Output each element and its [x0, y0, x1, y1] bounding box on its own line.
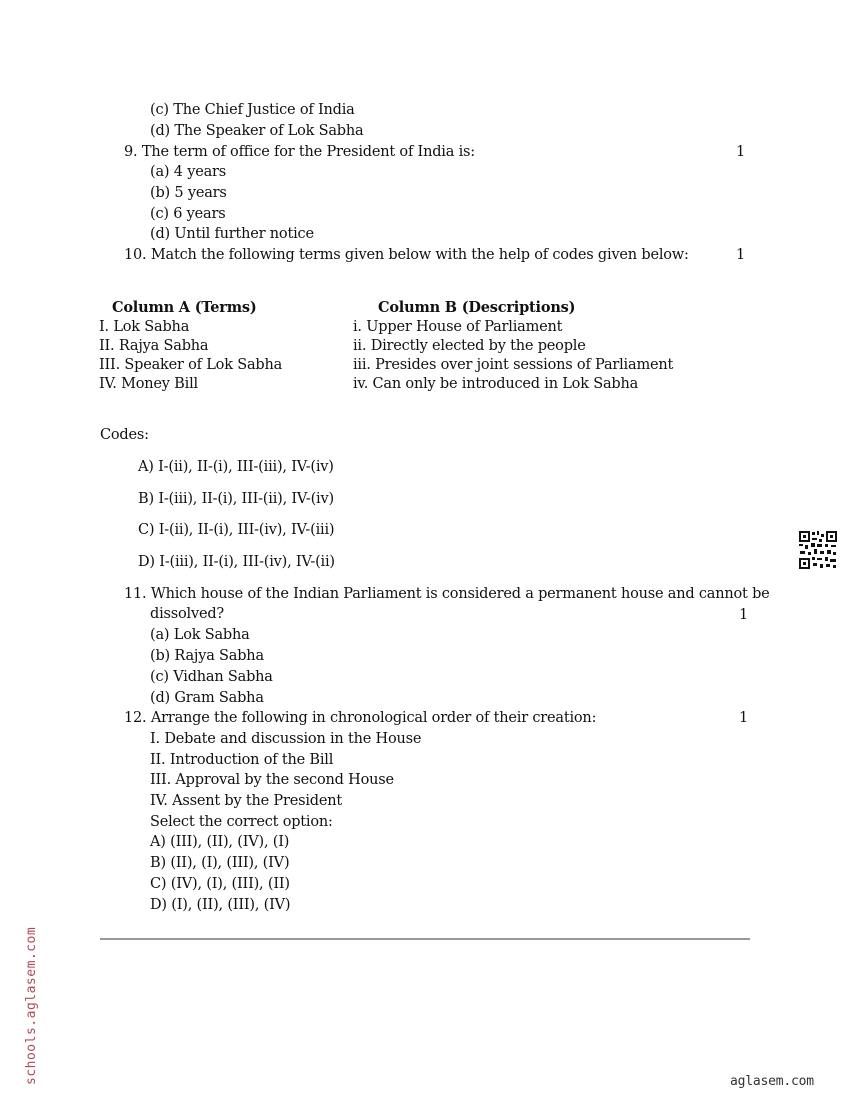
q9-option-d: (d) Until further notice [150, 226, 314, 242]
column-a-item: IV. Money Bill [99, 376, 198, 392]
code-option-d: D) I-(iii), II-(i), III-(iv), IV-(ii) [138, 554, 335, 570]
q11-marks: 1 [739, 607, 749, 623]
footer-watermark: aglasem.com [730, 1074, 814, 1089]
q12-item: III. Approval by the second House [150, 772, 394, 788]
q12-item: IV. Assent by the President [150, 793, 343, 809]
q9-option-a: (a) 4 years [150, 164, 226, 180]
q8-option-d: (d) The Speaker of Lok Sabha [150, 123, 364, 139]
q12-marks: 1 [739, 710, 749, 726]
q12-option-d: D) (I), (II), (III), (IV) [150, 897, 291, 913]
q12-option-b: B) (II), (I), (III), (IV) [150, 855, 290, 871]
q8-option-c: (c) The Chief Justice of India [150, 102, 355, 118]
column-b-item: ii. Directly elected by the people [353, 338, 586, 354]
codes-label: Codes: [100, 427, 149, 443]
column-b-header: Column B (Descriptions) [378, 299, 576, 316]
q11-option-a: (a) Lok Sabha [150, 627, 250, 643]
q12-select-label: Select the correct option: [150, 814, 333, 830]
column-a-item: II. Rajya Sabha [99, 338, 209, 354]
column-a-header: Column A (Terms) [112, 299, 257, 316]
column-a-item: III. Speaker of Lok Sabha [99, 357, 283, 373]
q11-option-d: (d) Gram Sabha [150, 690, 264, 706]
column-a-item: I. Lok Sabha [99, 319, 190, 335]
qr-code [798, 530, 838, 570]
q12-option-c: C) (IV), (I), (III), (II) [150, 876, 290, 892]
q12-item: I. Debate and discussion in the House [150, 731, 422, 747]
q11-stem: 11. Which house of the Indian Parliament is considered a permanent house and cannot be [124, 586, 770, 602]
q12-item: II. Introduction of the Bill [150, 752, 334, 768]
code-option-b: B) I-(iii), II-(i), III-(ii), IV-(iv) [138, 491, 334, 507]
code-option-a: A) I-(ii), II-(i), III-(iii), IV-(iv) [138, 459, 334, 475]
code-option-c: C) I-(ii), II-(i), III-(iv), IV-(iii) [138, 522, 335, 538]
column-b-item: i. Upper House of Parliament [353, 319, 563, 335]
side-watermark: schools.aglasem.com [24, 926, 39, 1085]
q12-option-a: A) (III), (II), (IV), (I) [150, 834, 290, 850]
column-b-item: iv. Can only be introduced in Lok Sabha [353, 376, 639, 392]
q9-stem: 9. The term of office for the President of India is: [124, 144, 475, 160]
q9-marks: 1 [736, 144, 746, 160]
q9-option-b: (b) 5 years [150, 185, 227, 201]
q10-stem: 10. Match the following terms given below with the help of codes given below: [124, 247, 689, 263]
section-divider [100, 938, 750, 940]
q11-stem-continued: dissolved? [150, 606, 224, 622]
q10-marks: 1 [736, 247, 746, 263]
q9-option-c: (c) 6 years [150, 206, 226, 222]
q11-option-c: (c) Vidhan Sabha [150, 669, 273, 685]
q12-stem: 12. Arrange the following in chronological order of their creation: [124, 710, 597, 726]
q11-option-b: (b) Rajya Sabha [150, 648, 264, 664]
column-b-item: iii. Presides over joint sessions of Parliament [353, 357, 674, 373]
